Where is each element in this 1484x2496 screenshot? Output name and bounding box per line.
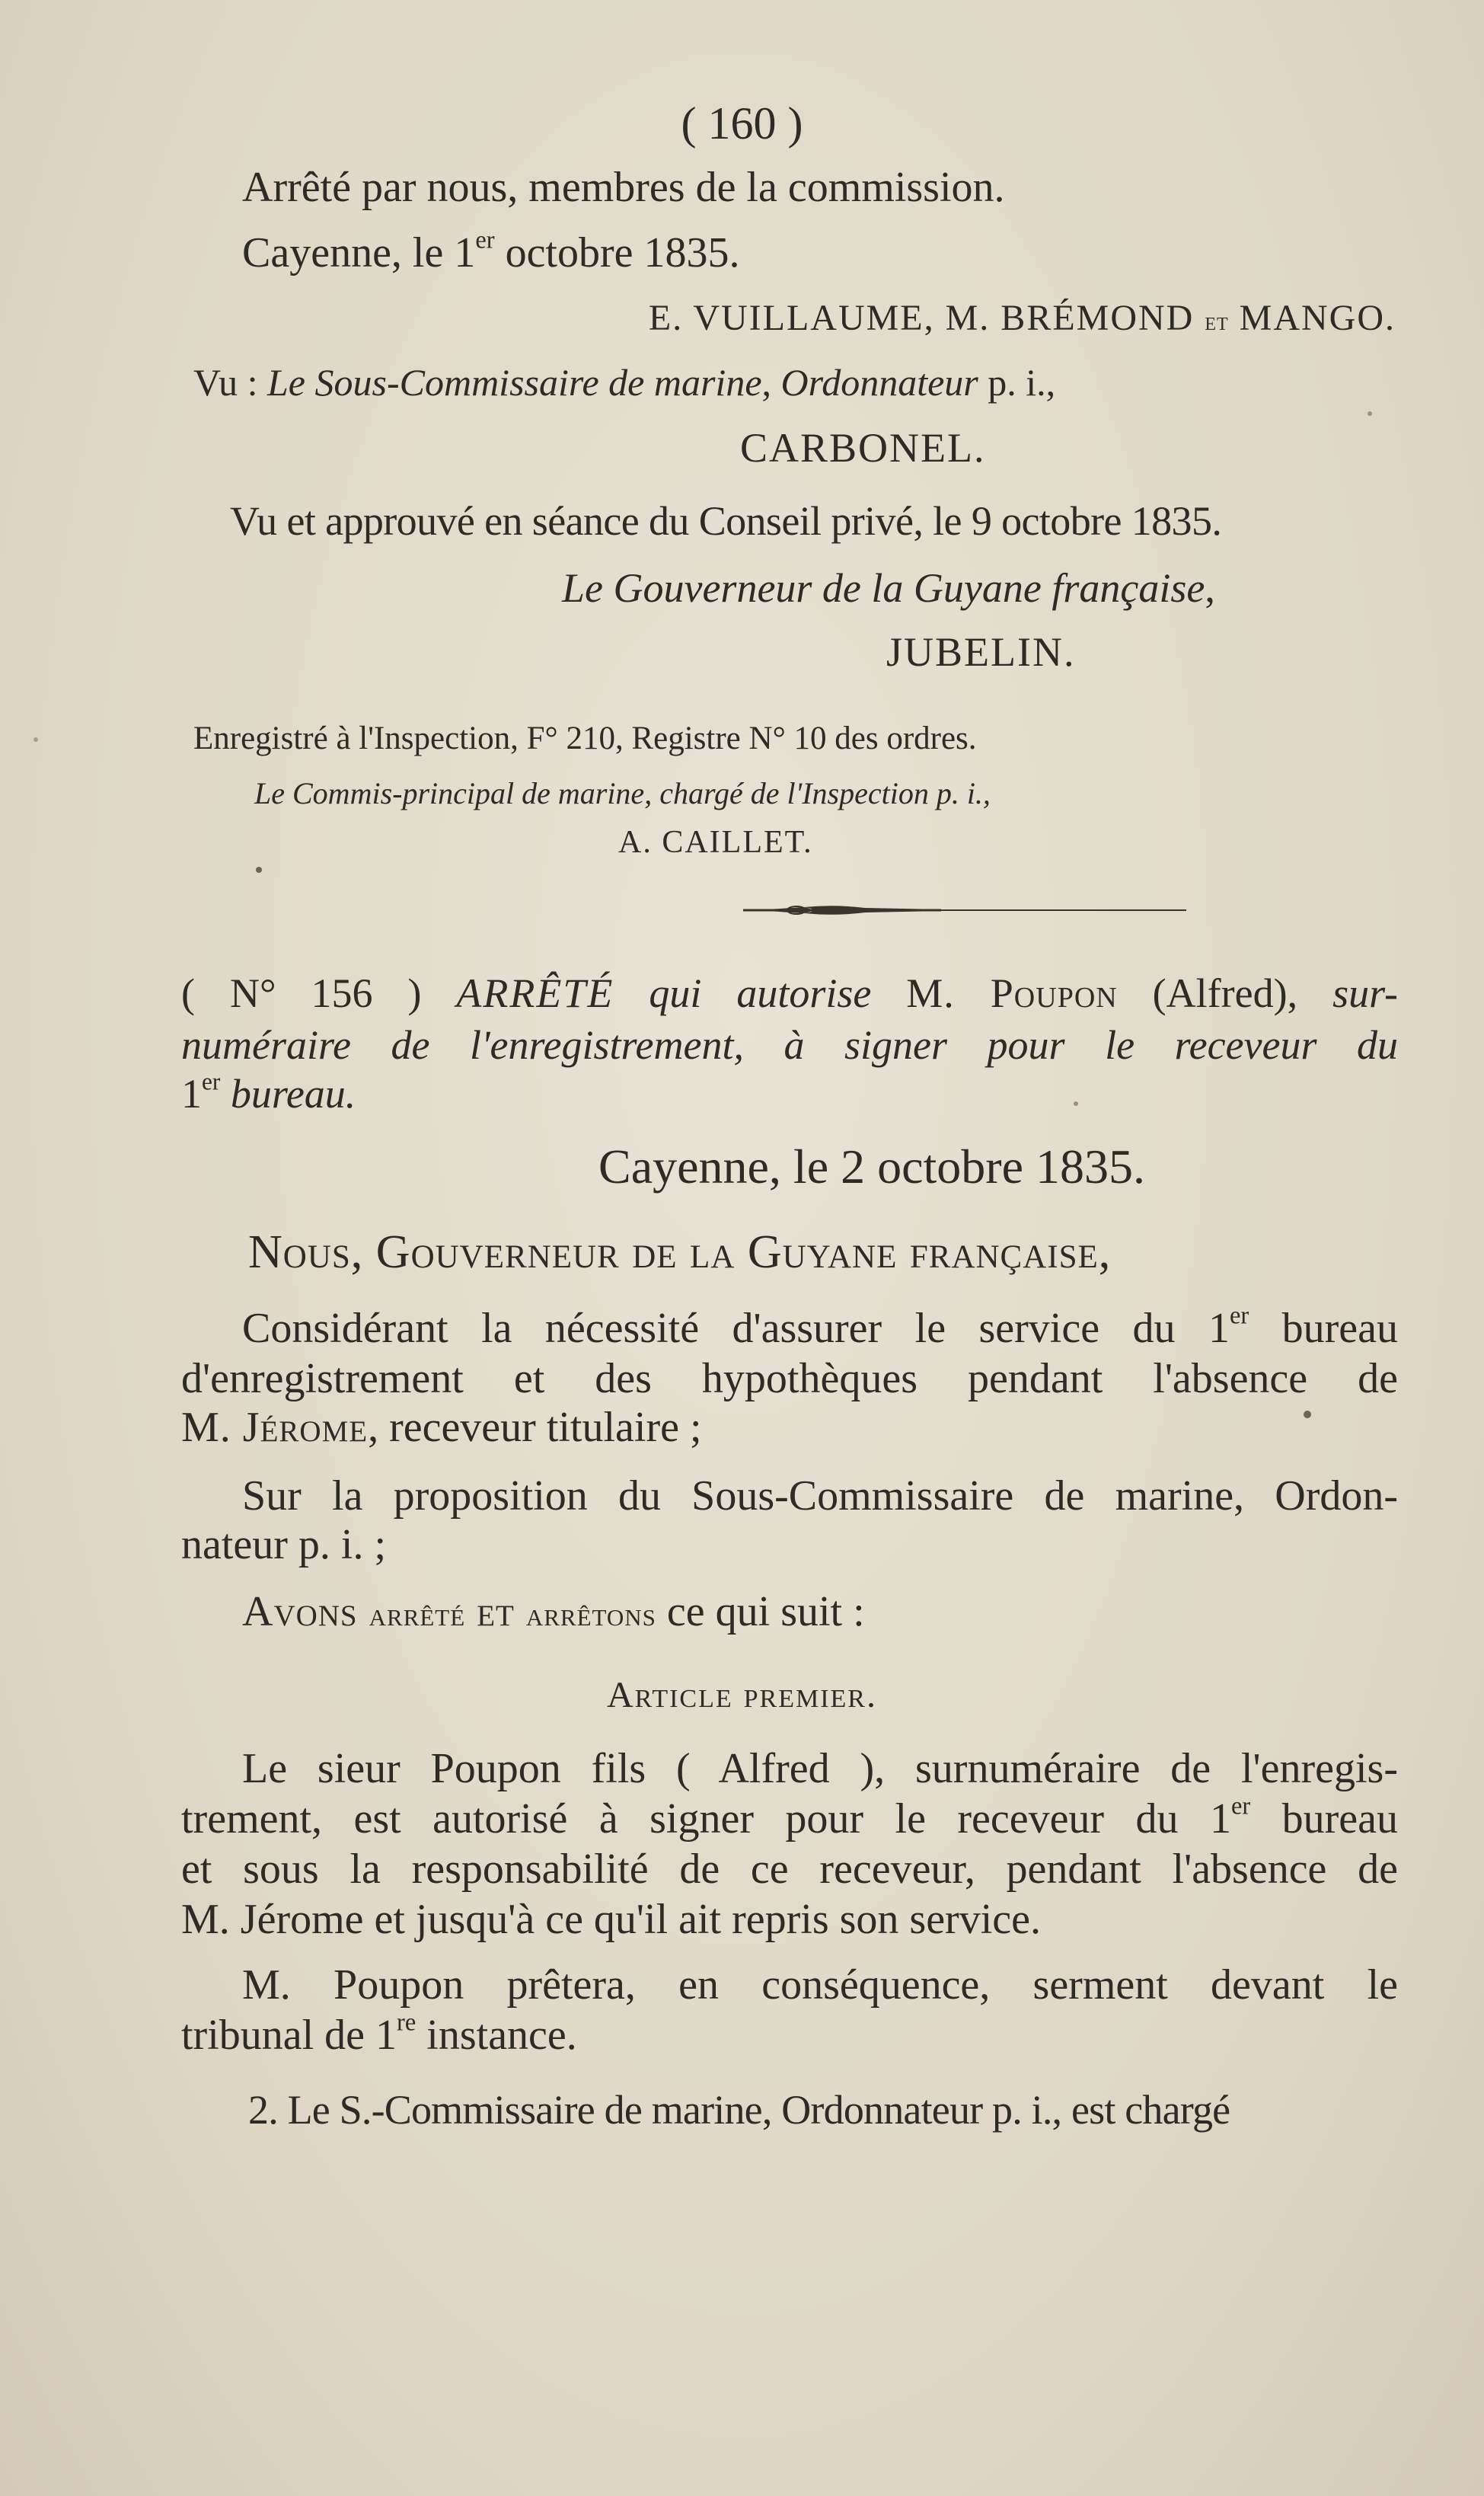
consider-line-1 — [242, 1304, 1398, 1353]
heading-line3-sup: er — [202, 1068, 221, 1095]
governor-title-suffix: , — [1205, 565, 1215, 611]
decree-heading-word: ARRÊTÉ — [456, 970, 614, 1016]
oath-line-1: M. Poupon prêtera, en conséquence, serment devant le — [242, 1961, 1398, 2009]
article-1-line-4: M. Jérome et jusqu'à ce qu'il ait repris son service. — [181, 1896, 1041, 1943]
ordonnateur-name: CARBONEL. — [740, 425, 986, 471]
vu-title: Le Sous-Commissaire de marine — [267, 361, 762, 404]
decree-heading-it1: qui autorise — [614, 970, 907, 1016]
consider-l1-a: Considérant la nécessité d'assurer le service du 1 — [242, 1305, 1230, 1352]
decree-number: ( N° 156 ) — [181, 970, 457, 1016]
paper-speck — [1368, 411, 1372, 416]
decree-heading-line-1 — [181, 969, 1398, 1018]
commission-signatories — [0, 294, 1396, 347]
closing-date-suffix: octobre 1835. — [494, 229, 740, 276]
consider-line-3 — [181, 1403, 702, 1452]
page-number: ( 160 ) — [681, 98, 803, 149]
avons-arretons: arrêtons — [525, 1596, 656, 1633]
vu-title2: Ordonnateur — [780, 361, 978, 404]
consider-l3-name: M. Jérome — [181, 1404, 369, 1451]
closing-date-sup: er — [475, 226, 495, 254]
decree-heading-it2: sur- — [1332, 970, 1398, 1016]
heading-line3-num: 1 — [181, 1071, 202, 1117]
governor-title-line — [562, 564, 1215, 612]
vu-line — [193, 358, 1055, 407]
consider-line-2: d'enregistrement et des hypothèques pendant l'absence de — [181, 1355, 1398, 1402]
inspector-title: Le Commis-principal de marine, chargé de l'Inspection p. i., — [254, 776, 991, 810]
article-1-line-1: Le sieur Poupon fils ( Alfred ), surnuméraire de l'enregis- — [242, 1745, 1398, 1792]
signatories-b: MANGO. — [1228, 298, 1396, 338]
art1-l2-sup: er — [1230, 1792, 1251, 1820]
avons-b: ce qui suit : — [656, 1588, 865, 1635]
closing-date-prefix: Cayenne, le 1 — [242, 229, 476, 276]
paper-speck — [34, 737, 38, 742]
decree-date: Cayenne, le 2 octobre 1835. — [598, 1139, 1145, 1194]
decree-heading-line-3 — [181, 1069, 356, 1118]
oath-l2-a: tribunal de 1 — [181, 2012, 397, 2059]
vu-suffix: p. i., — [978, 361, 1056, 404]
decree-heading-alfred: (Alfred), — [1117, 970, 1333, 1016]
vu-sep: , — [761, 361, 781, 404]
approval-line: Vu et approuvé en séance du Conseil privé, le 9 octobre 1835. — [230, 498, 1222, 544]
ornamental-rule — [408, 905, 1186, 916]
heading-line3-it: bureau. — [220, 1071, 356, 1117]
oath-l2-sup: re — [397, 2009, 416, 2037]
article-heading: Article premier. — [607, 1675, 877, 1715]
article-2-line: 2. Le S.-Commissaire de marine, Ordonnateur p. i., est chargé — [248, 2087, 1230, 2133]
paper-speck — [256, 867, 262, 873]
consider-l3-rest: , receveur titulaire ; — [368, 1404, 702, 1451]
proposal-line-2: nateur p. i. ; — [181, 1521, 387, 1568]
article-1-line-3: et sous la responsabilité de ce receveur, pendant l'absence de — [181, 1846, 1398, 1893]
oath-line-2 — [181, 2011, 577, 2060]
paper-speck — [1304, 1411, 1311, 1418]
avons-arrete: arrêté — [369, 1596, 466, 1633]
paper-speck — [1074, 1101, 1078, 1106]
arrete-line: Arrêté par nous, membres de la commission. — [242, 164, 1005, 211]
oath-l2-b: instance. — [416, 2012, 577, 2059]
closing-date — [242, 226, 740, 277]
art1-l2-a: trement, est autorisé à signer pour le receveur du 1 — [181, 1795, 1231, 1842]
decree-heading-name: M. Poupon — [906, 970, 1118, 1016]
article-1-line-2 — [181, 1794, 1398, 1843]
avons-a: Avons — [242, 1588, 369, 1635]
registration-line: Enregistré à l'Inspection, F° 210, Registre N° 10 des ordres. — [193, 721, 977, 756]
avons-et: et — [465, 1588, 526, 1635]
art1-l2-b: bureau — [1250, 1795, 1399, 1842]
consider-l1-sup: er — [1229, 1302, 1249, 1330]
signatories-a: E. VUILLAUME, M. BRÉMOND — [648, 298, 1205, 338]
proposal-line-1: Sur la proposition du Sous-Commissaire de marine, Ordon- — [242, 1472, 1398, 1520]
governor-name: JUBELIN. — [886, 629, 1076, 675]
signatories-et: et — [1205, 308, 1229, 336]
avons-line — [242, 1587, 865, 1639]
governor-title: Le Gouverneur de la Guyane française — [562, 565, 1205, 611]
decree-preamble: Nous, Gouverneur de la Guyane française, — [248, 1226, 1112, 1278]
inspector-name: A. CAILLET. — [618, 825, 813, 860]
decree-heading-line-2: numéraire de l'enregistrement, à signer pour le receveur du — [181, 1022, 1398, 1068]
vu-prefix: Vu : — [193, 361, 267, 404]
consider-l1-b: bureau — [1249, 1305, 1399, 1352]
